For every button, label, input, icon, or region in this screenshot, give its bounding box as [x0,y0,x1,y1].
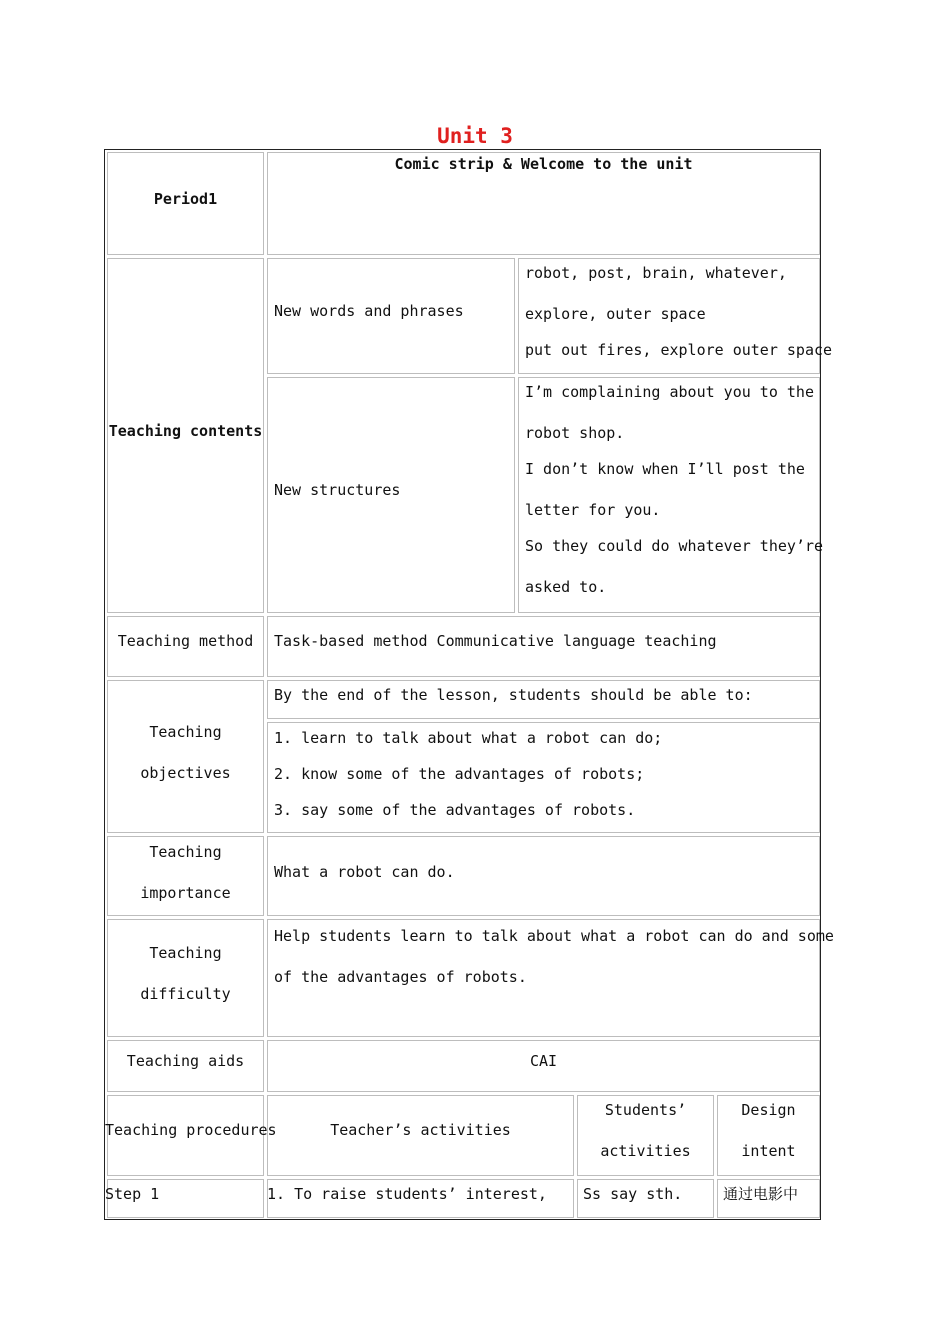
method-label: Teaching method [117,632,254,650]
aids-value: CAI [529,1052,558,1070]
objectives-label-line: objectives [140,764,231,782]
design-header-line: Design [741,1101,796,1119]
difficulty-line: Help students learn to talk about what a robot can do and some [274,927,834,945]
objective-item: 3. say some of the advantages of robots. [274,801,636,819]
structures-line: I don’t know when I’ll post the [525,460,805,478]
procedures-label: Teaching procedures [105,1121,277,1139]
design-header-line: intent [741,1142,796,1160]
objectives-intro: By the end of the lesson, students should be able to: [274,686,753,704]
difficulty-label-line: Teaching [149,944,222,962]
words-label: New words and phrases [274,302,464,320]
aids-label: Teaching aids [126,1052,245,1070]
step1-students: Ss say sth. [583,1185,683,1203]
objective-item: 1. learn to talk about what a robot can do; [274,729,663,747]
period-value: Comic strip & Welcome to the unit [394,155,693,173]
words-line: robot, post, brain, whatever, [525,264,787,282]
structures-line: asked to. [525,578,607,596]
difficulty-label-line: difficulty [140,985,231,1003]
structures-line: letter for you. [525,501,661,519]
contents-label: Teaching contents [108,422,263,440]
objectives-label-line: Teaching [149,723,222,741]
students-header-line: Students’ [604,1101,687,1119]
step1-teacher: 1. To raise students’ interest, [267,1185,547,1203]
step1-design: 通过电影中 [723,1185,799,1203]
students-header-line: activities [600,1142,691,1160]
teacher-header: Teacher’s activities [330,1121,511,1139]
words-line: explore, outer space [525,305,706,323]
lesson-plan-table [104,149,834,1220]
words-line: put out fires, explore outer space [525,341,833,359]
objective-item: 2. know some of the advantages of robots; [274,765,645,783]
method-value: Task-based method Communicative language teaching [274,632,717,650]
structures-label: New structures [274,481,401,499]
structures-line: robot shop. [525,424,625,442]
page-title: Unit 3 [437,124,513,148]
importance-label-line: Teaching [149,843,222,861]
importance-value: What a robot can do. [274,863,455,881]
step1-label: Step 1 [105,1185,160,1203]
difficulty-label-cell [107,919,264,1037]
importance-label-line: importance [140,884,231,902]
difficulty-line: of the advantages of robots. [274,968,527,986]
structures-line: So they could do whatever they’re [525,537,824,555]
objectives-label-cell [107,680,264,833]
period-label: Period1 [153,190,218,208]
structures-line: I’m complaining about you to the [525,383,814,401]
